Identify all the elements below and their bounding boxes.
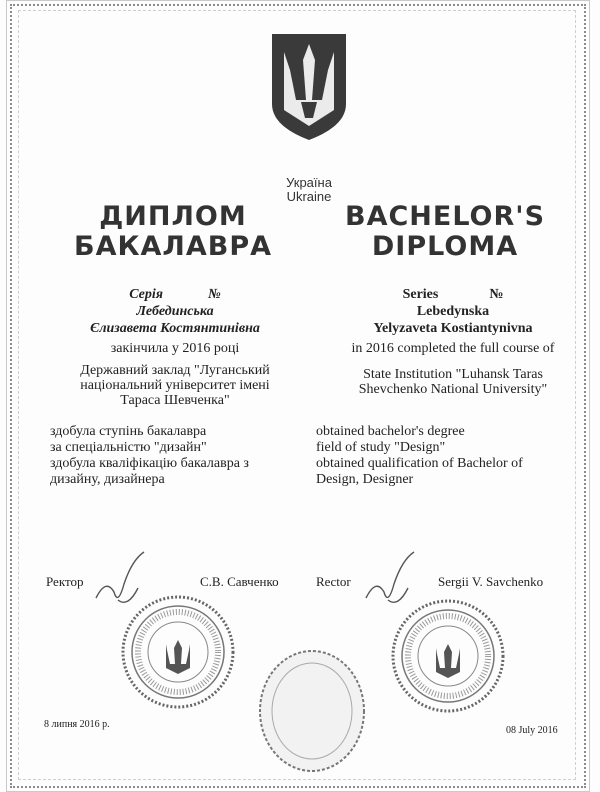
en-surname: Lebedynska	[416, 304, 490, 319]
ua-degree-line: здобула кваліфікацію бакалавра з	[50, 456, 249, 471]
en-institution-line: State Institution "Luhansk Taras	[363, 367, 543, 382]
en-given-names: Yelyzaveta Kostiantynivna	[373, 321, 533, 336]
en-number-label: №	[489, 287, 504, 302]
hologram-seal-icon	[258, 648, 366, 774]
ua-institution-line: Державний заклад "Луганський	[80, 363, 270, 378]
ua-degree-block	[50, 424, 249, 488]
title-en-line2: DIPLOMA	[371, 231, 519, 262]
ua-degree-line: за спеціальністю "дизайн"	[50, 440, 207, 455]
ua-series-label: Серія	[129, 287, 163, 302]
ua-completed: закінчила у 2016 році	[110, 341, 240, 356]
ua-degree-line: дизайну, дизайнера	[50, 472, 165, 487]
en-completed: in 2016 completed the full course of	[351, 341, 555, 356]
ua-institution	[40, 363, 310, 408]
title-english	[330, 202, 560, 262]
country-ua: Україна	[286, 175, 332, 190]
ua-degree-line: здобула ступінь бакалавра	[50, 424, 207, 439]
en-degree-line: field of study "Design"	[316, 440, 446, 455]
en-degree-line: obtained bachelor's degree	[316, 424, 465, 439]
ua-institution-line: національний університет імені	[80, 378, 270, 393]
en-date: 08 July 2016	[506, 725, 558, 736]
ua-holder-block	[40, 286, 310, 408]
en-institution	[318, 367, 588, 397]
ua-institution-line: Тараса Шевченка"	[120, 393, 230, 408]
ua-rector-name: С.В. Савченко	[200, 574, 279, 589]
en-series-label: Series	[402, 287, 439, 302]
en-rector-label: Rector	[316, 574, 351, 589]
title-en-line1: BACHELOR'S	[344, 201, 546, 232]
ua-rector-label: Ректор	[46, 574, 84, 589]
en-holder-block	[318, 286, 588, 397]
country-name	[264, 176, 354, 204]
trident-coat-of-arms-icon	[268, 30, 350, 144]
round-seal-icon	[120, 594, 236, 710]
ua-date: 8 липня 2016 р.	[44, 719, 110, 730]
title-ua-line2: БАКАЛАВРА	[73, 231, 273, 262]
en-degree-block	[316, 424, 523, 488]
title-ukrainian	[58, 202, 288, 262]
ua-surname: Лебединська	[136, 304, 214, 319]
ua-given-names: Єлизавета Костянтинівна	[90, 321, 260, 336]
title-ua-line1: ДИПЛОМ	[99, 201, 247, 232]
ua-number-label: №	[207, 287, 221, 302]
en-degree-line: obtained qualification of Bachelor of	[316, 456, 523, 471]
en-rector-name: Sergii V. Savchenko	[438, 574, 544, 589]
round-seal-icon	[390, 598, 506, 714]
en-degree-line: Design, Designer	[316, 472, 414, 487]
en-institution-line: Shevchenko National University"	[358, 382, 548, 397]
country-en: Ukraine	[286, 189, 332, 204]
